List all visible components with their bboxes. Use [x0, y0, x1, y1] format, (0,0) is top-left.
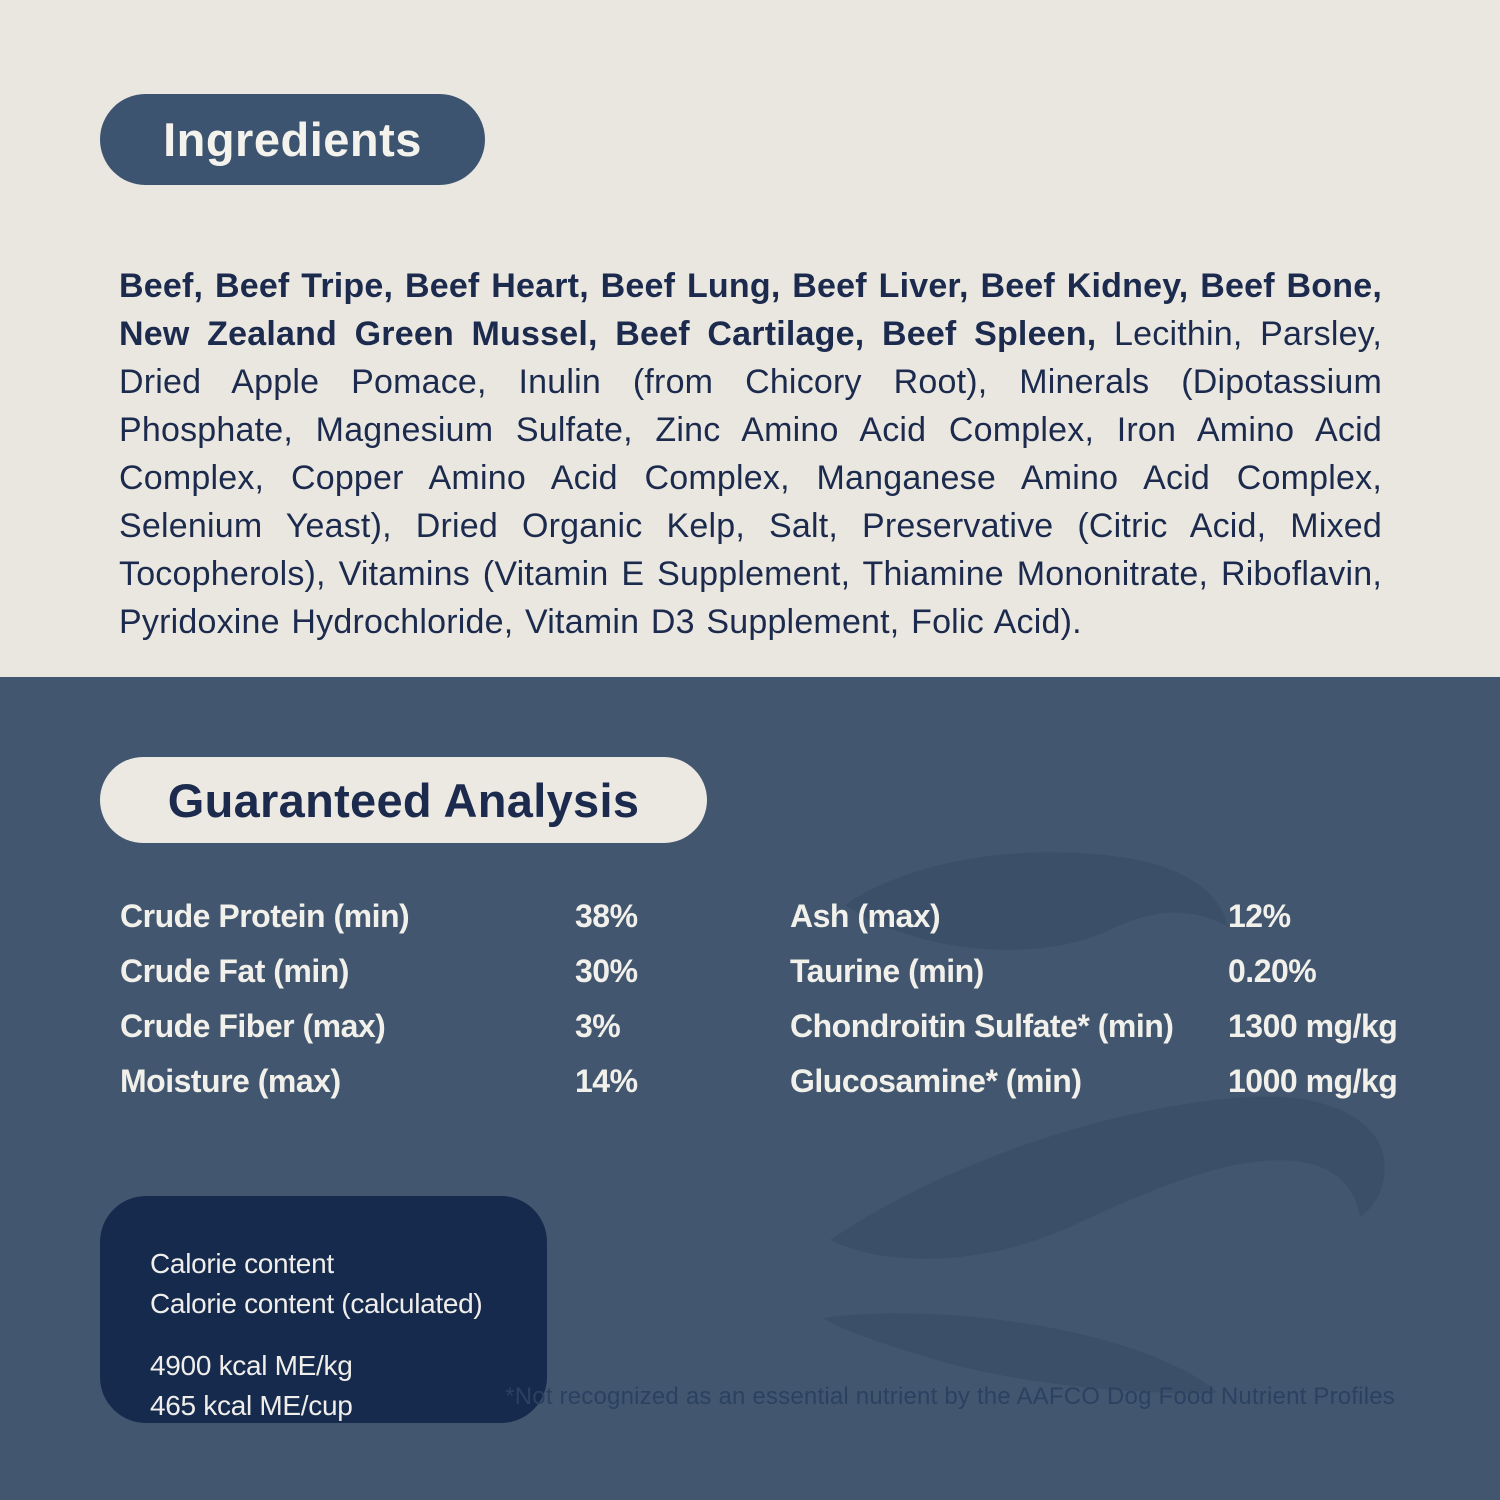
calorie-content-box: [100, 1196, 547, 1423]
ingredients-title-pill: [100, 94, 485, 185]
aafco-footnote: *Not recognized as an essential nutrient by the AAFCO Dog Food Nutrient Profiles: [505, 1383, 1395, 1410]
guaranteed-analysis-title: Guaranteed Analysis: [167, 773, 640, 827]
analysis-label: Chondroitin Sulfate* (min): [790, 1008, 1174, 1044]
ingredients-primary-list: Beef, Beef Tripe, Beef Heart, Beef Lung, Beef Liver, Beef Kidney, Beef Bone, New Zealand Green Mussel, Beef Cartilage, Beef Spleen,: [119, 267, 1382, 353]
analysis-value: 1300 mg/kg: [1228, 1008, 1398, 1044]
calorie-headings: [150, 1244, 547, 1324]
analysis-value: 1000 mg/kg: [1228, 1063, 1398, 1099]
ingredients-paragraph: [119, 262, 1382, 646]
guaranteed-analysis-title-pill: [100, 757, 707, 843]
calorie-values: [150, 1346, 547, 1426]
calorie-heading-line2: Calorie content (calculated): [150, 1288, 483, 1319]
guaranteed-analysis-section: [0, 677, 1500, 1500]
analysis-value: 0.20%: [1228, 953, 1317, 989]
analysis-value: 3%: [575, 1008, 621, 1044]
analysis-label: Glucosamine* (min): [790, 1063, 1082, 1099]
analysis-table: [120, 889, 1440, 1109]
analysis-label: Crude Protein (min): [120, 898, 410, 934]
analysis-label: Crude Fiber (max): [120, 1008, 386, 1044]
analysis-label: Ash (max): [790, 898, 941, 934]
calorie-value-line1: 4900 kcal ME/kg: [150, 1350, 353, 1381]
ingredients-secondary-list: Lecithin, Parsley, Dried Apple Pomace, Inulin (from Chicory Root), Minerals (Dipotassium Phosphate, Magnesium Sulfate, Zinc Amino Acid Complex, Iron Amino Acid Complex, Copper Amino Acid Complex, Manganese Amino Acid Complex, Selenium Yeast), Dried Organic Kelp, Salt, Preservative (Citric Acid, Mixed Tocopherols), Vitamins (Vitamin E Supplement, Thiamine Mononitrate, Riboflavin, Pyridoxine Hydrochloride, Vitamin D3 Supplement, Folic Acid).: [119, 315, 1383, 641]
analysis-label: Moisture (max): [120, 1063, 341, 1099]
calorie-heading-line1: Calorie content: [150, 1248, 334, 1279]
calorie-value-line2: 465 kcal ME/cup: [150, 1390, 353, 1421]
ingredients-section: [0, 0, 1500, 677]
analysis-value: 12%: [1228, 898, 1291, 934]
analysis-value: 38%: [575, 898, 638, 934]
ingredients-title: Ingredients: [163, 113, 422, 166]
analysis-label: Taurine (min): [790, 953, 984, 989]
analysis-value: 14%: [575, 1063, 638, 1099]
analysis-value: 30%: [575, 953, 638, 989]
analysis-label: Crude Fat (min): [120, 953, 349, 989]
